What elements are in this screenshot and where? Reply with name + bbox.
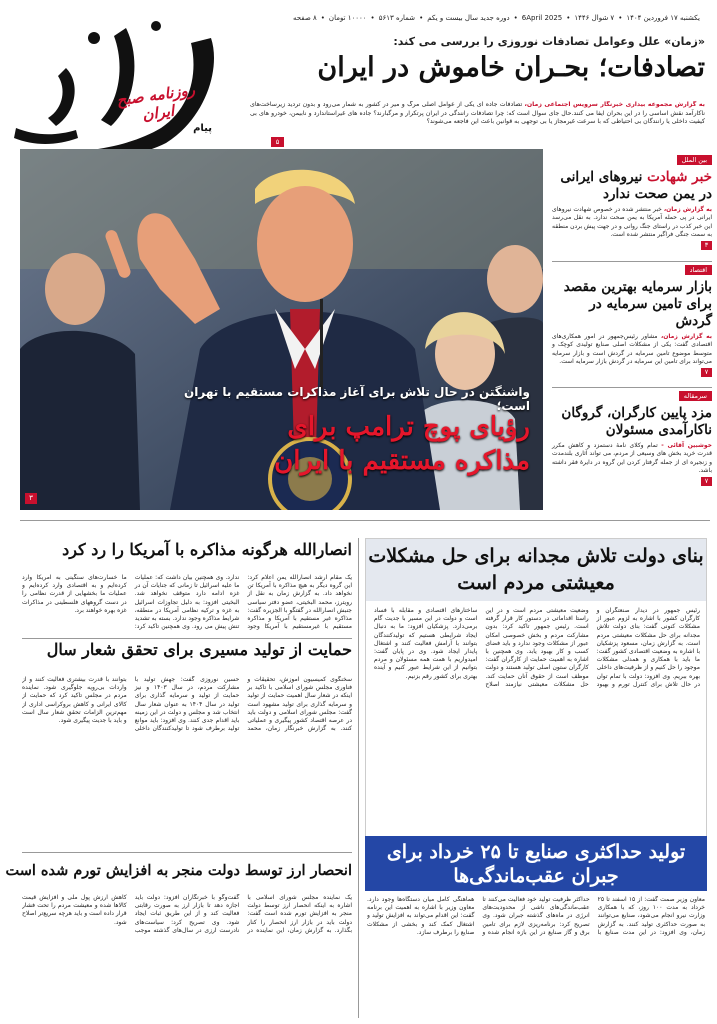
- lead-body: [250, 101, 705, 135]
- sidebar-page-badge[interactable]: ۳: [701, 241, 712, 250]
- date-item: ۱۰۰۰۰ تومان: [328, 14, 367, 22]
- date-item: شماره ۵۶۱۳: [378, 14, 416, 22]
- photo-page-badge[interactable]: ۳: [25, 493, 37, 504]
- article-industry-headline[interactable]: تولید حداکثری صنایع تا ۲۵ خرداد برای جبران عقب‌ماندگی‌ها: [365, 836, 707, 891]
- lead-text: تصادفات جاده ای یکی از عوامل اصلی مرگ و میر در کشور به شمار می‌رود و بدون تردید زیرساخت‌های ناکارآمد نقش اساسی را در این بحران ایفا می کنند.حال جای سوال است که: چرا تصادفات رانندگی در ایران پرتکرار و مرگبارند؟ جاده های غیراستاندارد و نابیمن، خودرو های بی کیفیت داخلی یا رانندگان بی احتیاطی که با سرعت غیرمجاز یا بی توجهی به قوانین باعث این فاجعه می‌شوند؟: [250, 101, 705, 125]
- article-production-headline[interactable]: حمایت از تولید مسیری برای تحقق شعار سال: [46, 640, 352, 659]
- section-tag: سرمقاله: [679, 391, 712, 401]
- sidebar-body: [552, 333, 712, 366]
- divider: [22, 852, 352, 853]
- photo-subhead: واشنگتن در حال تلاش برای آغاز مذاکرات مستقیم با تهران است؛: [184, 385, 530, 413]
- headline-red: خبر شهادت: [647, 169, 712, 185]
- date-item: ۸ صفحه: [293, 14, 317, 22]
- sidebar-headline: بازار سرمایه بهترین مقصد برای تامین سرمایه در گردش: [563, 279, 712, 329]
- divider: [552, 261, 712, 262]
- article-industry-body: معاون وزیر صمت گفت: از ۱۵ اسفند تا ۲۵ خرداد به مدت ۱۰۰ روز، که با همکاری وزارت نیرو انجام می‌شود، صنایع می‌توانند به صورت حداکثری تولید کنند. به گزارش زمان، وی افزود: در این مدت صنایع با حداکثر ظرفیت تولید خود فعالیت می‌کنند تا عقب‌ماندگی‌های ناشی از محدودیت‌های انرژی در ماه‌های گذشته جبران شود. وی تصریح کرد: برنامه‌ریزی لازم برای تامین برق و گاز صنایع در این بازه انجام شده و هماهنگی کامل میان دستگاه‌ها وجود دارد. معاون وزیر با اشاره به اهمیت این برنامه گفت: این اقدام می‌تواند به افزایش تولید و اشتغال کمک کند و بخشی از مشکلات صنایع را برطرف سازد.: [367, 896, 705, 936]
- article-body: رئیس جمهور در دیدار صنعتگران و کارگران کشور با اشاره به لزوم عبور از مشکلات کنونی گفت: بنای دولت تلاش مجدانه برای حل مشکلات معیشتی مردم است. به گزارش زمان، مسعود پزشکیان با اشاره به وضعیت اقتصادی کشور گفت: ما باید با همکاری و همدلی مشکلات موجود را حل کنیم و از ظرفیت‌های داخلی بهره ببریم. وی افزود: دولت با تمام توان در حال تلاش برای کنترل تورم و بهبود وضعیت معیشتی مردم است و در این راستا اقداماتی در دستور کار قرار گرفته است. رئیس جمهور تاکید کرد: بدون مشارکت مردم و بخش خصوصی امکان عبور از مشکلات وجود ندارد و باید فضای کسب و کار بهبود یابد. وی همچنین با اشاره به اهمیت حمایت از کارگران گفت: کارگران ستون اصلی تولید هستند و دولت موظف است از حقوق آنان حمایت کند. حل مشکلات معیشتی نیازمند اصلاح ساختارهای اقتصادی و مقابله با فساد است و دولت در این مسیر با جدیت گام برمی‌دارد. پزشکیان افزود: ما به دنبال ایجاد شرایطی هستیم که تولیدکنندگان بتوانند با آرامش فعالیت کنند و اشتغال پایدار ایجاد شود. وی در پایان گفت: امیدواریم با همت همه مسئولان و مردم بتوانیم از این شرایط عبور کنیم و آینده بهتری برای کشور رقم بزنیم.: [374, 607, 700, 688]
- photo-headline-line2: مذاکره مستقیم با ایران: [274, 446, 530, 476]
- date-item: ۷ شوال ۱۴۴۶: [574, 14, 615, 22]
- article-headline: بنای دولت تلاش مجدانه برای حل مشکلات معیشتی مردم است: [366, 539, 706, 601]
- date-item: دوره جدید سال بیست و یکم: [427, 14, 510, 22]
- lead-kicker: «زمان» علل وعوامل تصادفات نوروزی را بررسی می کند:: [393, 35, 705, 48]
- sidebar-page-badge[interactable]: ۷: [701, 477, 712, 486]
- date-item: یکشنبه ۱۷ فروردین ۱۴۰۴: [626, 14, 700, 22]
- page-badge[interactable]: ۵: [271, 137, 284, 147]
- sidebar-source: به گزارش زمان،: [660, 333, 712, 340]
- sidebar-text: تمام وکلای نامهٔ دستمزد و کاهش مکرر قدرت خرید بخش های وسیعی از مردم، می تواند آثاری بلندمدت و زنجیره ای از جمله گرفتار کردن این گروه در دایرهٔ فقر داشته باشد.: [552, 442, 712, 474]
- sidebar-item-economy[interactable]: [552, 265, 712, 395]
- sidebar-headline: [552, 165, 712, 203]
- sidebar-text: مشاور رئیس‌جمهور در امور همکاری‌های اقتصادی گفت: یکی از مشکلات اصلی صنایع تولیدی کوچک و متوسط موضوع تامین سرمایه در گردش است و بازار سرمایه می‌تواند برای تامین این سرمایه در گردش بازار سرمایه است.: [552, 333, 712, 365]
- photo-headline[interactable]: [30, 410, 530, 494]
- divider: [552, 387, 712, 388]
- sidebar: [552, 155, 712, 505]
- column-divider: [358, 538, 359, 1018]
- sidebar-source: خوشبین آقائی -: [661, 442, 712, 449]
- article-production-body: سخنگوی کمیسیون آموزش، تحقیقات و فناوری مجلس شورای اسلامی با تاکید بر اینکه در شعار سال اهمیت حمایت از تولید و سرمایه گذاری برای تولید مشهود است گفت: مجلس شورای اسلامی و دولت باید در عرصه اقتصاد کشور پیگیری و عملیاتی کنند. به گزارش خبرنگار زمان، محمد حسین نوروزی گفت: جهش تولید با مشارکت مردم، در سال ۱۴۰۳ و نیز حمایت از تولید و سرمایه گذاری برای تولید در سال ۱۴۰۴ به عنوان شعار سال انتخاب شد و مجلس و دولت در این زمینه باید اقدام جدی کنند. وی افزود: باید موانع تولید برطرف شود تا تولیدکنندگان داخلی بتوانند با قدرت بیشتری فعالیت کنند و از واردات بی‌رویه جلوگیری شود. نماینده مردم در مجلس تاکید کرد که حمایت از کالای ایرانی و کاهش بروکراسی اداری از مهم‌ترین الزامات تحقق شعار سال است و باید با جدیت پیگیری شود.: [22, 676, 352, 733]
- section-tag: بین الملل: [677, 155, 712, 165]
- sidebar-item-international[interactable]: [552, 155, 712, 275]
- article-government[interactable]: [365, 538, 707, 838]
- masthead-payam: پیام: [193, 123, 212, 134]
- masthead-logo[interactable]: [6, 8, 236, 168]
- section-tag: اقتصاد: [685, 265, 712, 275]
- date-item: 6April 2025: [521, 14, 563, 22]
- article-ansarallah-body: یک مقام ارشد انصارالله یمن اعلام کرد: این گروه دیگر به هیچ مذاکره با آمریکا تن نخواهد داد. به گزارش زمان به نقل از رویترز، محمد البخیتی، عضو دفتر سیاسی جنبش انصارالله در گفتگو با الجزیره گفت: مذاکره غیر مستقیم با آمریکا و مذاکره مستقیم با غیرمستقیم با آمریکا وجود ندارد. وی همچنین بیان داشت که: عملیات ما علیه اسرائیل تا زمانی که جنایات آن در غزه ادامه دارد متوقف نخواهد شد. البخیتی افزود: به دلیل تجاوزات اسرائیل به غزه و ترکیه نظامی آمریکا در منطقه، شرایط مذاکره وجود ندارد. بسته به تشدید تنش پیش می رود. وی همچنین تاکید کرد: ما خسارت‌های سنگینی به آمریکا وارد کرده‌ایم و به اقتصادی وارد کرده‌ایم و عملیات ما بخشهایی از قدرت نظامی را در دست گروههای فلسطینی در مذاکرات غزه بهره خواهند برد.: [22, 574, 352, 631]
- sidebar-item-editorial[interactable]: [552, 391, 712, 505]
- article-currency-headline[interactable]: انحصار ارز توسط دولت منجر به افزایش تورم شده است: [5, 862, 352, 879]
- sidebar-body: [552, 442, 712, 475]
- lead-headline[interactable]: تصادفات؛ بحـران خاموش در ایران: [317, 52, 705, 83]
- date-bar: یکشنبه ۱۷ فروردین ۱۴۰۴ • ۷ شوال ۱۴۴۶ • 6April 2025 • دوره جدید سال بیست و یکم • شماره ۵۶۱۳ • ۱۰۰۰۰ تومان • ۸ صفحه: [250, 14, 700, 28]
- sidebar-headline: مزد پایین کارگران، گروگان ناکارآمدی مسئولان: [561, 405, 712, 438]
- photo-headline-line1: رؤیای پوچ ترامپ برای: [287, 412, 530, 442]
- headline-text: نیروهای ایرانی در یمن صحت ندارد: [560, 169, 712, 202]
- masthead-tagline: روزنامه صبح ایران: [115, 80, 196, 124]
- sidebar-body: [552, 206, 712, 239]
- lead-source: به گزارش مجموعه بیداری خبرنگار سرویس اجتماعی زمان،: [524, 101, 705, 108]
- sidebar-text: خبر منتشر شده در خصوص شهادت نیروهای ایرانی در پی حمله آمریکا به یمن صحت ندارد. به نقل می‌رسد این خبر کذب در راستای جنگ روانی و در جهت پیش بردن منطقه به سمت جنگی فراگیر منتشر شده است.: [551, 206, 712, 238]
- sidebar-source: به گزارش زمان،: [663, 206, 712, 213]
- section-divider: [20, 520, 710, 521]
- article-ansarallah-headline[interactable]: انصارالله هرگونه مذاکره با آمریکا را رد کرد: [62, 540, 352, 559]
- sidebar-page-badge[interactable]: ۷: [701, 368, 712, 377]
- divider: [22, 638, 352, 639]
- article-currency-body: یک نماینده مجلس شورای اسلامی با اشاره به اینکه انحصار ارز توسط دولت منجر به افزایش تورم شده است گفت: دولت باید در بازار ارز انحصار را کنار بگذارد. به گزارش زمان، این نماینده در گفت‌وگو با خبرنگاران افزود: دولت باید اجازه دهد تا بازار ارز به صورت رقابتی فعالیت کند و از این طریق ثبات ایجاد شود. وی تصریح کرد: سیاست‌های نادرست ارزی در سال‌های گذشته موجب کاهش ارزش پول ملی و افزایش قیمت کالاها شده و معیشت مردم را تحت فشار قرار داده است و باید هرچه سریع‌تر اصلاح شود.: [22, 894, 352, 934]
